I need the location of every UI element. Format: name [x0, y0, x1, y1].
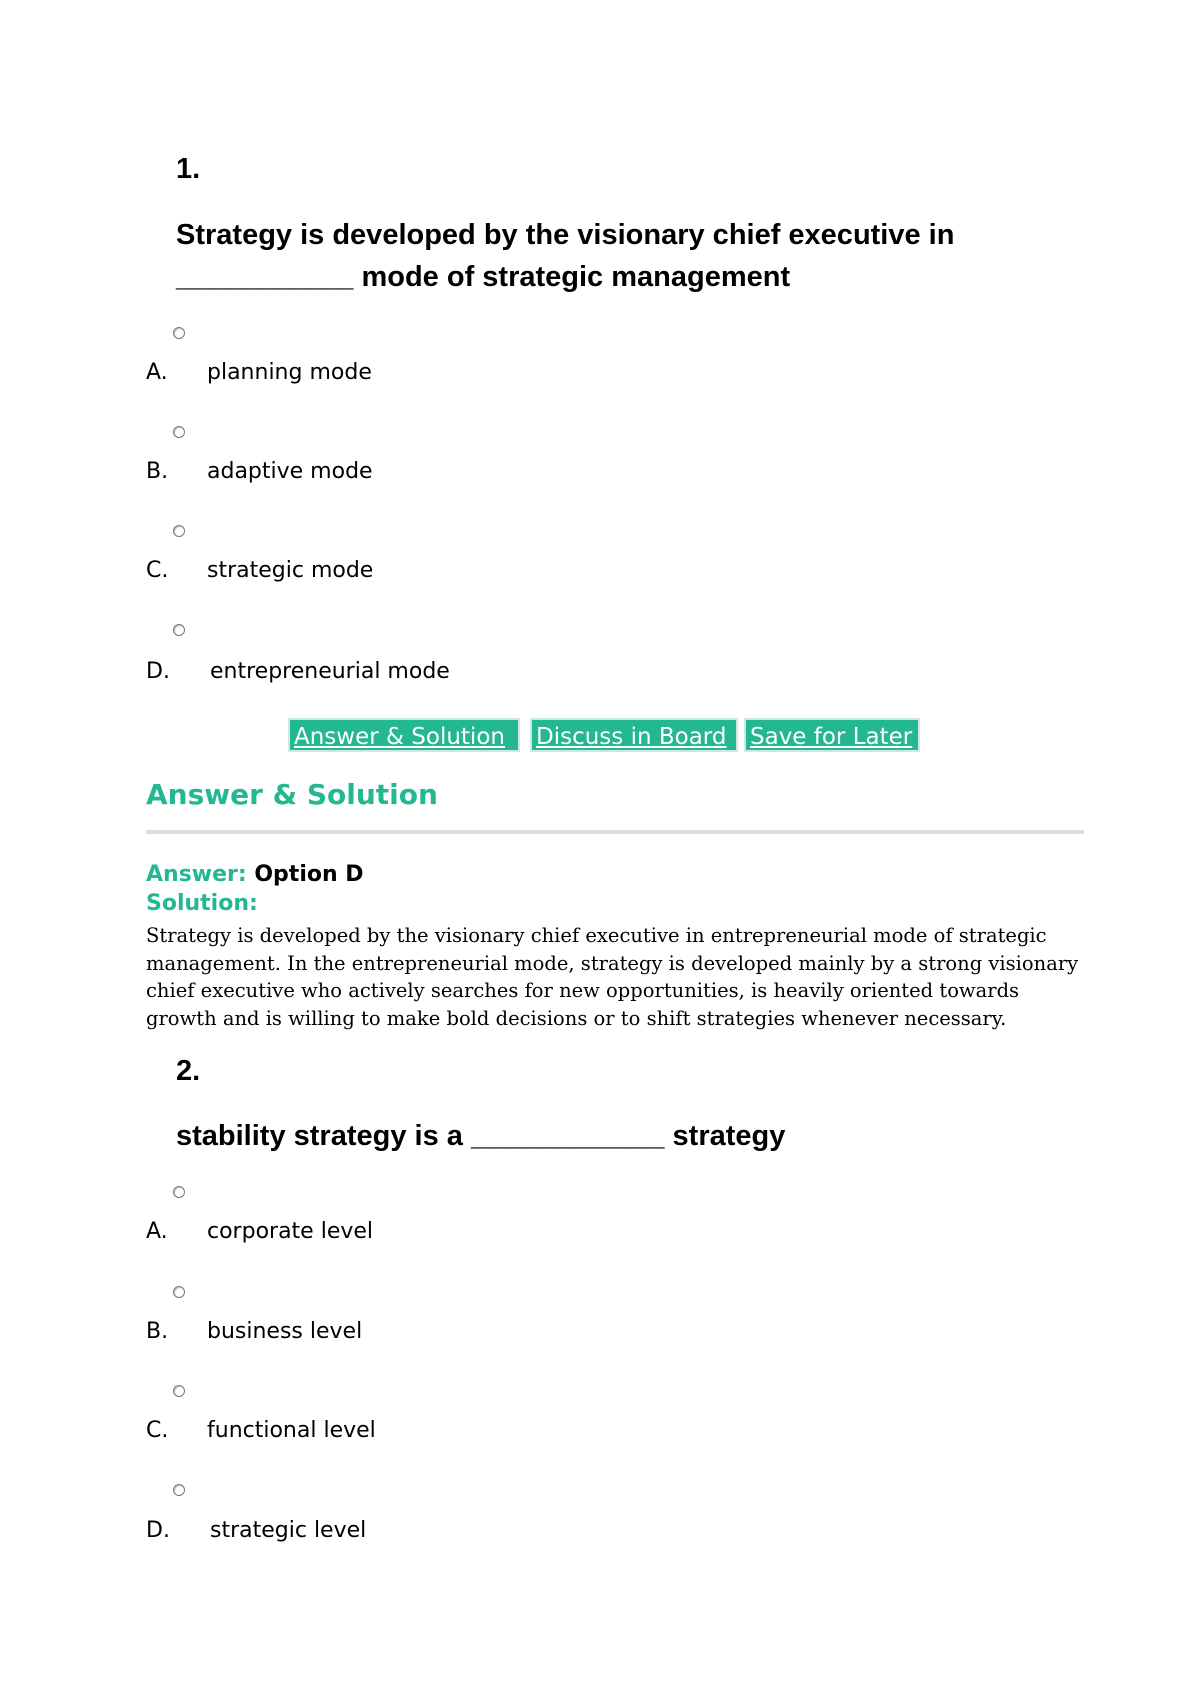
q1-option-c-text: strategic mode — [207, 558, 374, 583]
question-1-number: 1. — [176, 153, 201, 185]
answer-value: Option D — [254, 862, 364, 887]
radio-q2-option-d[interactable] — [173, 1484, 185, 1496]
q2-option-a-letter: A. — [146, 1219, 168, 1244]
answer-line — [146, 862, 364, 887]
answer-solution-button[interactable]: Answer & Solution — [288, 718, 520, 752]
q2-option-a-text: corporate level — [207, 1219, 374, 1244]
solution-text: Strategy is developed by the visionary chief executive in entrepreneurial mode of strategic management. In the entrepreneurial mode, strategy is developed mainly by a strong visionary chief executive who actively searches for new opportunities, is heavily oriented towards growth and is willing to make bold decisions or to shift strategies whenever necessary. — [146, 924, 1079, 1030]
q1-option-a-letter: A. — [146, 360, 168, 385]
question-2-number: 2. — [176, 1055, 201, 1087]
q1-option-b-letter: B. — [146, 459, 169, 484]
save-for-later-button[interactable]: Save for Later — [744, 718, 920, 752]
q2-option-b-text: business level — [207, 1319, 363, 1344]
q1-option-d-text: entrepreneurial mode — [210, 659, 450, 684]
radio-q2-option-c[interactable] — [173, 1385, 185, 1397]
discuss-in-board-button[interactable]: Discuss in Board — [530, 718, 738, 752]
q1-option-d-letter: D. — [146, 659, 170, 684]
q1-option-b-text: adaptive mode — [207, 459, 373, 484]
question-2-text: stability strategy is a ____________ strategy — [176, 1120, 786, 1152]
radio-q1-option-a[interactable] — [173, 327, 185, 339]
q2-option-b-letter: B. — [146, 1319, 169, 1344]
radio-q1-option-d[interactable] — [173, 624, 185, 636]
radio-q1-option-b[interactable] — [173, 426, 185, 438]
radio-q2-option-a[interactable] — [173, 1186, 185, 1198]
q1-option-a-text: planning mode — [207, 360, 372, 385]
question-1-text: Strategy is developed by the visionary chief executive in ___________ mode of strategic management — [176, 219, 955, 293]
section-divider — [146, 830, 1084, 834]
solution-label: Solution: — [146, 891, 258, 916]
q2-option-d-text: strategic level — [210, 1518, 367, 1543]
q1-option-c-letter: C. — [146, 558, 169, 583]
q2-option-d-letter: D. — [146, 1518, 170, 1543]
answer-section-title: Answer & Solution — [146, 778, 438, 811]
q2-option-c-letter: C. — [146, 1418, 169, 1443]
radio-q2-option-b[interactable] — [173, 1286, 185, 1298]
answer-label: Answer: — [146, 862, 247, 887]
q2-option-c-text: functional level — [207, 1418, 376, 1443]
radio-q1-option-c[interactable] — [173, 525, 185, 537]
